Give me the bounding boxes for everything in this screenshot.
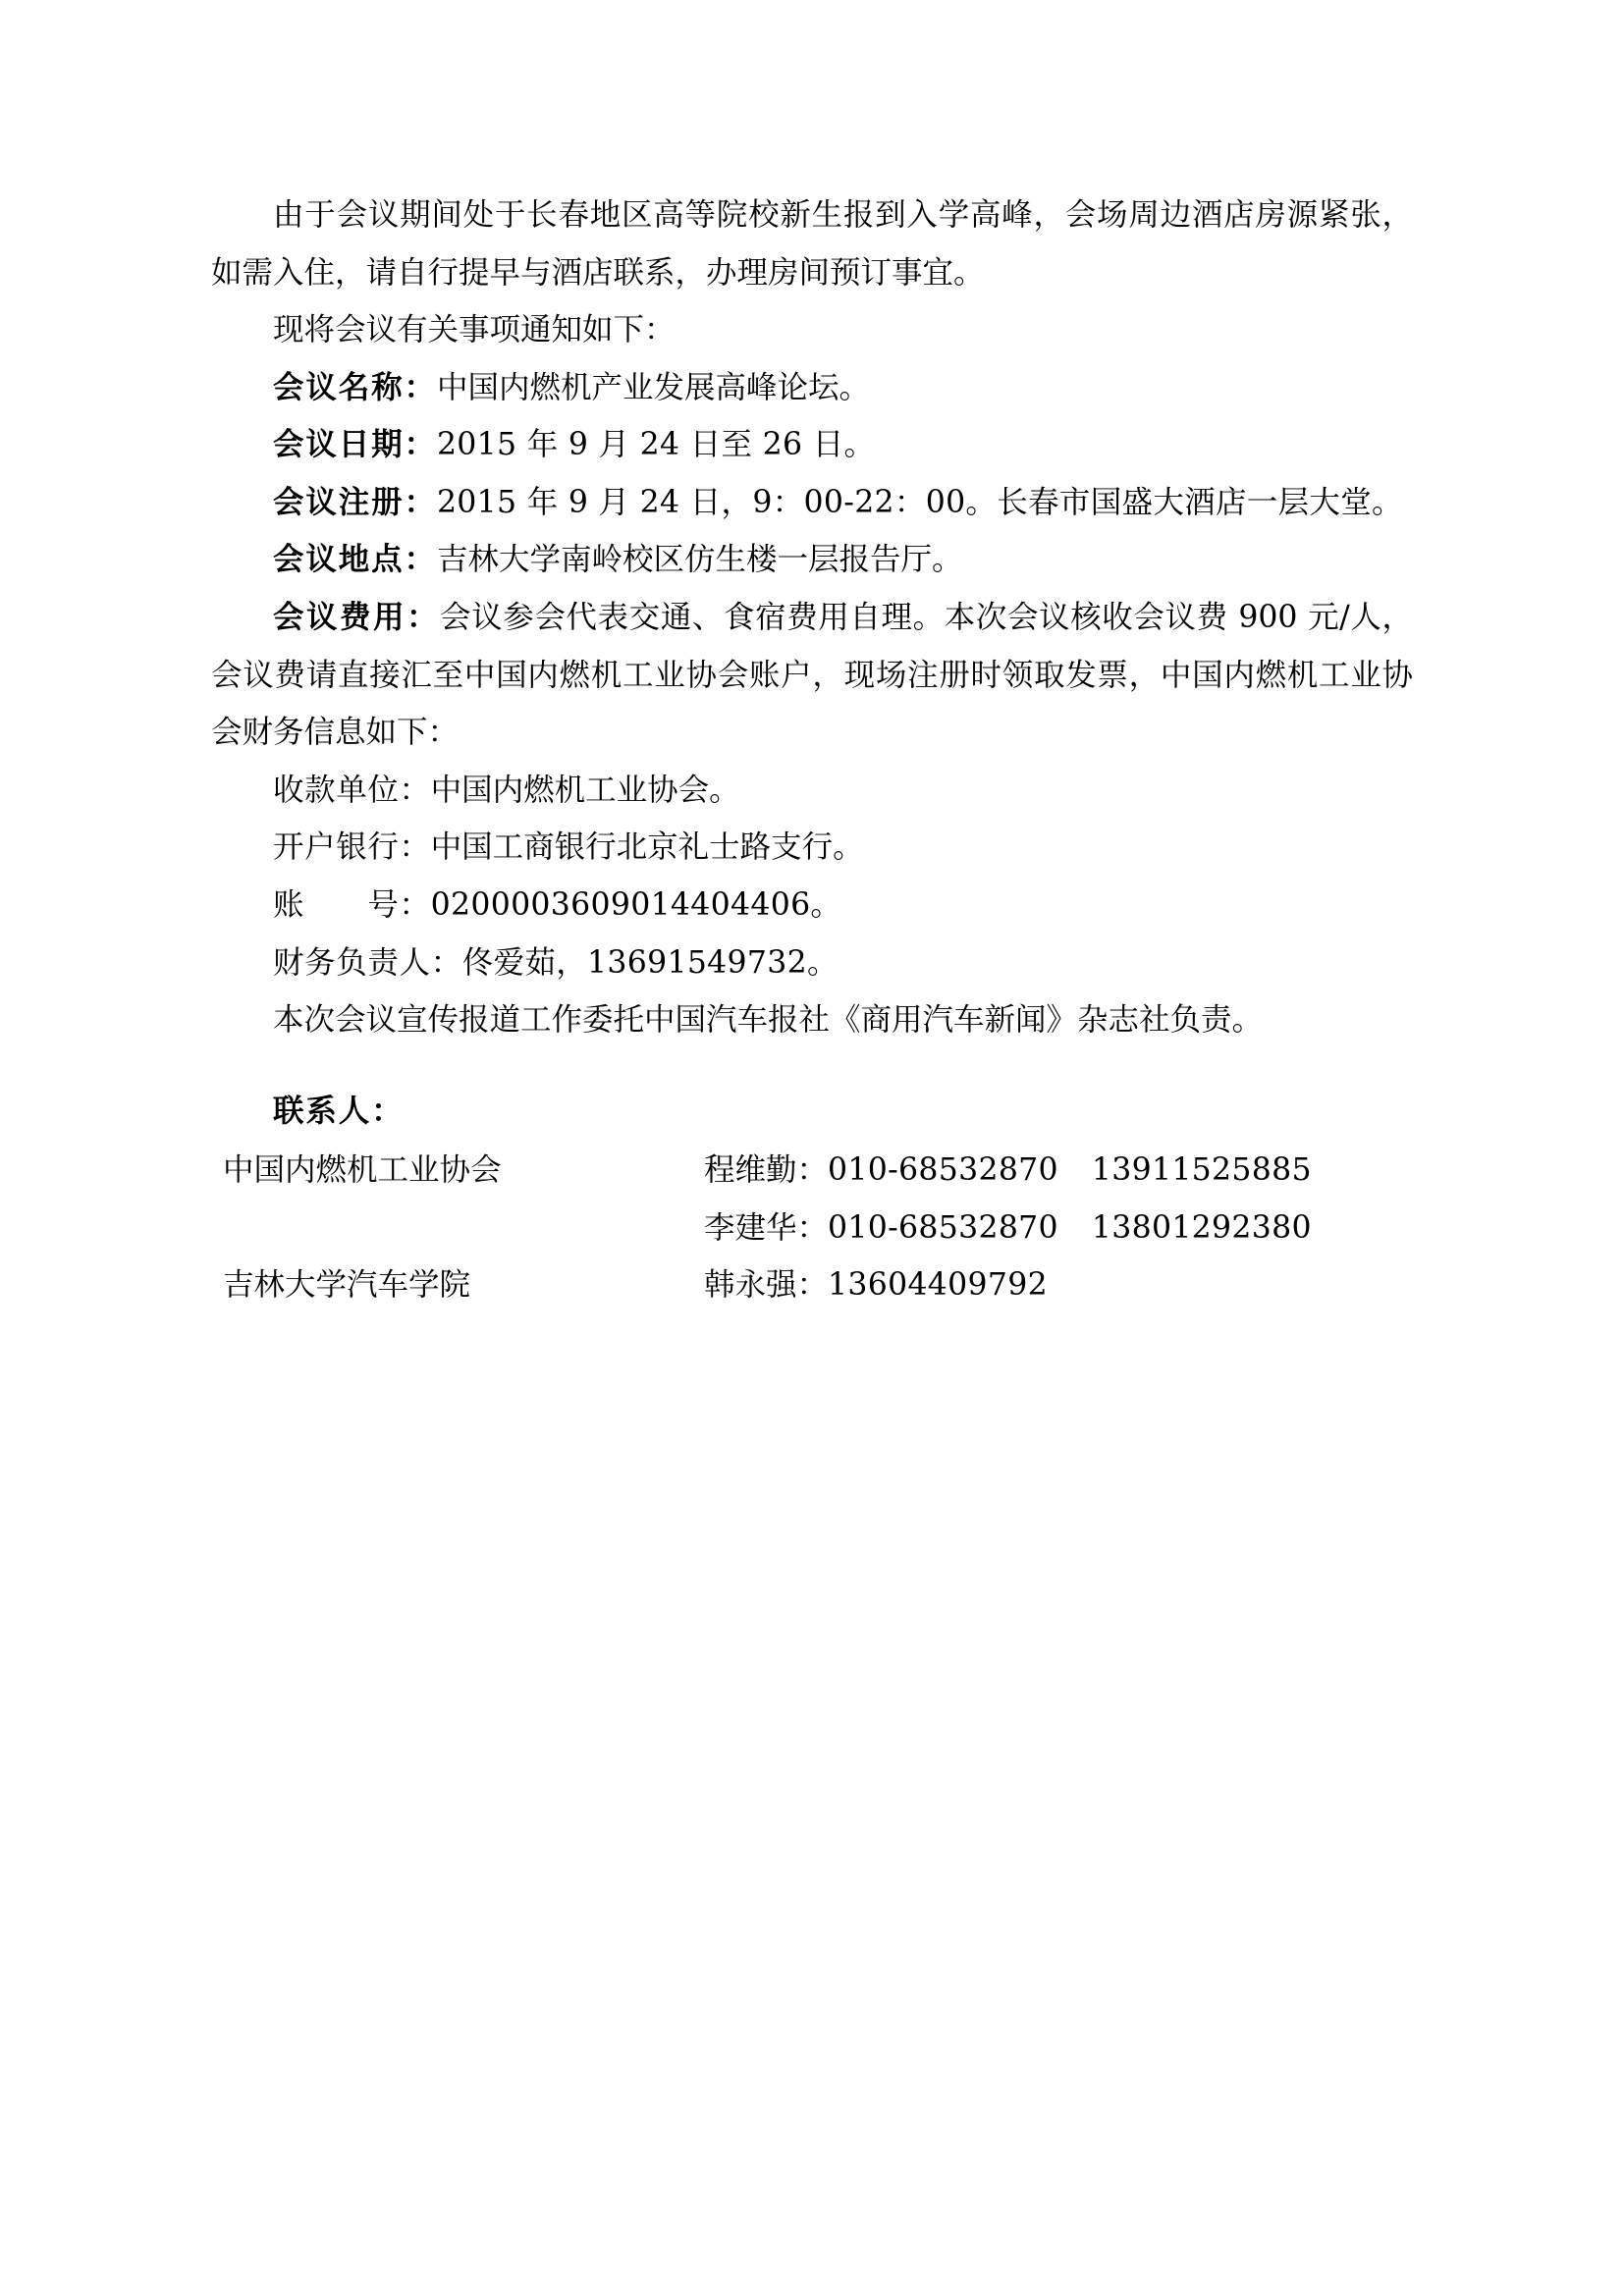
item-meeting-fee-label: 会议费用：	[273, 599, 440, 636]
item-meeting-fee-value: 会议参会代表交通、食宿费用自理。本次会议核收会议费 900 元/人，会议费请直接汇至中国内燃机工业协会账户，现场注册时领取发票，中国内燃机工业协会财务信息如下：	[211, 600, 1414, 751]
table-row	[215, 1256, 1417, 1314]
finance-contact	[211, 934, 1413, 992]
finance-account	[211, 877, 1413, 934]
finance-bank-value: 中国工商银行北京礼士路支行。	[430, 829, 864, 866]
finance-contact-label: 财务负责人：	[273, 944, 462, 981]
item-meeting-registration	[211, 474, 1413, 532]
contacts-table	[215, 1142, 1417, 1314]
contact-phone-secondary: 13801292380	[1091, 1209, 1312, 1246]
item-meeting-date	[211, 416, 1413, 474]
item-meeting-location	[211, 531, 1413, 589]
item-meeting-name-label: 会议名称：	[273, 368, 437, 405]
finance-bank-label: 开户银行：	[273, 829, 431, 866]
finance-bank	[211, 819, 1413, 877]
paragraph-media-note: 本次会议宣传报道工作委托中国汽车报社《商用汽车新闻》杂志社负责。	[273, 1002, 1264, 1039]
item-meeting-registration-label: 会议注册：	[273, 483, 437, 520]
finance-payee	[211, 762, 1413, 820]
finance-payee-label: 收款单位：	[273, 772, 431, 808]
contact-name: 李建华：	[704, 1209, 829, 1246]
contact-phone-primary: 010-68532870	[828, 1152, 1058, 1189]
contact-name: 韩永强：	[704, 1267, 829, 1304]
contact-org	[215, 1200, 655, 1257]
contact-org: 中国内燃机工业协会	[223, 1152, 502, 1189]
item-meeting-date-label: 会议日期：	[273, 426, 437, 463]
table-row	[215, 1142, 1417, 1200]
table-row	[215, 1200, 1417, 1257]
contact-person	[655, 1200, 1417, 1257]
contact-person	[655, 1256, 1417, 1314]
item-meeting-name	[211, 359, 1413, 417]
finance-account-value: 0200003609014404406。	[430, 886, 842, 923]
document-body	[211, 187, 1413, 1314]
contacts-heading: 联系人：	[273, 1092, 405, 1129]
item-meeting-location-value: 吉林大学南岭校区仿生楼一层报告厅。	[436, 542, 963, 578]
contact-phone-primary: 13604409792	[828, 1267, 1048, 1304]
finance-payee-value: 中国内燃机工业协会。	[430, 772, 740, 808]
item-meeting-location-label: 会议地点：	[273, 541, 437, 578]
contact-person	[655, 1142, 1417, 1200]
item-meeting-fee	[211, 589, 1413, 762]
contact-phone-primary: 010-68532870	[828, 1209, 1058, 1246]
contact-name: 程维勤：	[704, 1152, 829, 1189]
paragraph-hotel-notice: 由于会议期间处于长春地区高等院校新生报到入学高峰，会场周边酒店房源紧张，如需入住，请自行提早与酒店联系，办理房间预订事宜。	[211, 197, 1413, 291]
contact-org: 吉林大学汽车学院	[223, 1267, 471, 1304]
finance-contact-value: 佟爱茹，13691549732。	[461, 944, 839, 981]
item-meeting-date-value: 2015 年 9 月 24 日至 26 日。	[436, 427, 876, 463]
item-meeting-name-value: 中国内燃机产业发展高峰论坛。	[436, 369, 870, 405]
paragraph-intro: 现将会议有关事项通知如下：	[273, 312, 676, 348]
item-meeting-registration-value: 2015 年 9 月 24 日，9：00-22：00。长春市国盛大酒店一层大堂。	[436, 484, 1403, 520]
finance-account-label: 账 号：	[273, 886, 431, 923]
contact-phone-secondary: 13911525885	[1091, 1152, 1312, 1189]
